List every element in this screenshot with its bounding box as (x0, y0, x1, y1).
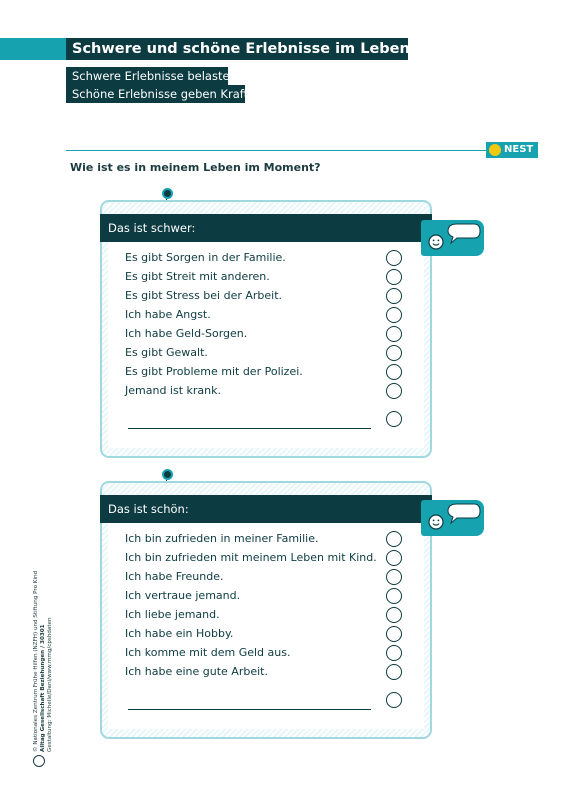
checklist-item: Ich habe Geld-Sorgen. (125, 327, 248, 340)
checklist-item: Ich liebe jemand. (125, 608, 220, 621)
checklist-item: Ich bin zufrieden mit meinem Leben mit Kind. (125, 551, 377, 564)
checkbox-circle[interactable] (386, 588, 402, 604)
checkbox-circle[interactable] (386, 692, 402, 708)
checklist-item: Jemand ist krank. (125, 384, 221, 397)
checkbox-circle[interactable] (386, 531, 402, 547)
smiley-icon (428, 234, 444, 250)
speech-bubble-icon (447, 503, 481, 525)
pin-icon (162, 188, 173, 199)
card-heading: Das ist schön: (100, 495, 432, 523)
footer-copyright: © Nationales Zentrum Frühe Hilfen (NZFH) und Stiftung Pro Kind (33, 570, 39, 752)
nest-logo-text: NEST (504, 144, 534, 155)
divider-line (66, 150, 486, 151)
sun-icon (489, 144, 501, 156)
checkbox-circle[interactable] (386, 569, 402, 585)
subtitle-line-2: Schöne Erlebnisse geben Kraft. (66, 85, 245, 103)
comment-tab (421, 500, 484, 536)
checklist-item: Es gibt Streit mit anderen. (125, 270, 270, 283)
checkbox-circle[interactable] (386, 250, 402, 266)
checkbox-circle[interactable] (386, 607, 402, 623)
checklist-item: Es gibt Gewalt. (125, 346, 208, 359)
footer-circle-icon (33, 755, 45, 767)
pin-icon (162, 469, 173, 480)
subtitle-line-1: Schwere Erlebnisse belasten. (66, 67, 228, 85)
checkbox-circle[interactable] (386, 626, 402, 642)
comment-tab (421, 220, 484, 256)
checkbox-circle[interactable] (386, 288, 402, 304)
footer-credits: Gestaltung: Michelle/Dani/www.mmg/cpshdaten (47, 617, 53, 752)
speech-bubble-icon (447, 223, 481, 245)
checklist-item: Es gibt Stress bei der Arbeit. (125, 289, 283, 302)
checklist-item: Ich habe eine gute Arbeit. (125, 665, 268, 678)
checkbox-circle[interactable] (386, 664, 402, 680)
footer-series: Alltag Gesellschaft Beziehungen / 30301 (40, 624, 46, 752)
write-in-line[interactable] (128, 709, 371, 710)
question-heading: Wie ist es in meinem Leben im Moment? (70, 161, 321, 174)
checklist-item: Ich habe Angst. (125, 308, 211, 321)
card-heading: Das ist schwer: (100, 214, 432, 242)
checklist-item: Ich habe ein Hobby. (125, 627, 234, 640)
checklist-item: Ich habe Freunde. (125, 570, 224, 583)
checkbox-circle[interactable] (386, 269, 402, 285)
checkbox-circle[interactable] (386, 364, 402, 380)
checklist-item: Es gibt Sorgen in der Familie. (125, 251, 286, 264)
checkbox-circle[interactable] (386, 550, 402, 566)
checkbox-circle[interactable] (386, 307, 402, 323)
checkbox-circle[interactable] (386, 383, 402, 399)
checklist-item: Ich bin zufrieden in meiner Familie. (125, 532, 319, 545)
page-title: Schwere und schöne Erlebnisse im Leben (66, 38, 408, 60)
checkbox-circle[interactable] (386, 645, 402, 661)
checklist-item: Ich vertraue jemand. (125, 589, 241, 602)
smiley-icon (428, 514, 444, 530)
checkbox-circle[interactable] (386, 411, 402, 427)
nest-logo (486, 142, 538, 158)
checkbox-circle[interactable] (386, 345, 402, 361)
header-accent-bar (0, 38, 70, 60)
checklist-item: Es gibt Probleme mit der Polizei. (125, 365, 303, 378)
checkbox-circle[interactable] (386, 326, 402, 342)
checklist-item: Ich komme mit dem Geld aus. (125, 646, 291, 659)
write-in-line[interactable] (128, 428, 371, 429)
